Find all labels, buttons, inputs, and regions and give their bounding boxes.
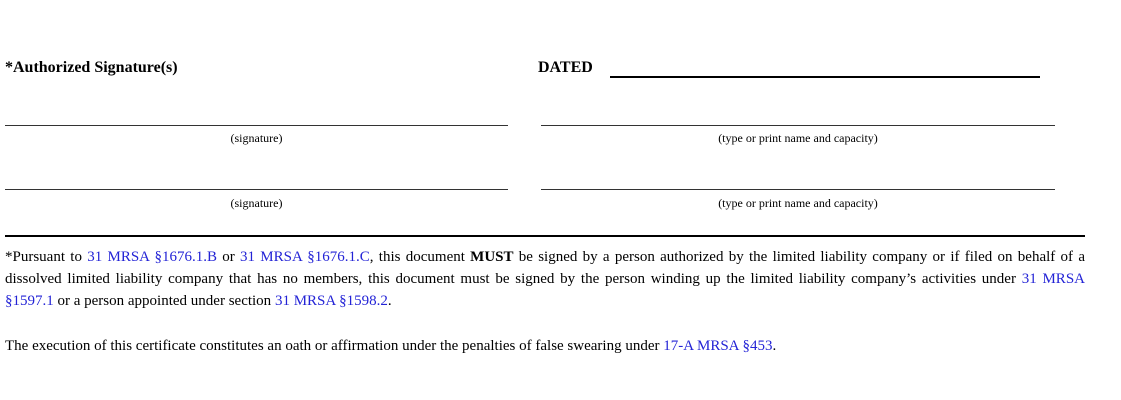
footnote-text: . [387, 293, 392, 309]
footnote-text: be signed by a person authorized by the limited liability company or if filed on behalf of a dissolved limited liability company that has no members, this document must be signed by the person winding up the limited liability company’s activities under [5, 249, 1085, 287]
name-capacity-line-1[interactable] [541, 125, 1055, 126]
signature-caption-1: (signature) [230, 131, 283, 145]
name-capacity-line-2[interactable] [541, 189, 1055, 190]
statute-link-17a-453[interactable]: 17-A MRSA §453 [663, 338, 773, 354]
authorized-signatures-heading: *Authorized Signature(s) [5, 59, 178, 76]
dated-label: DATED [538, 59, 593, 76]
signature-caption-2: (signature) [230, 196, 283, 210]
signature-line-1[interactable] [5, 125, 508, 126]
footnote-paragraph [5, 246, 1085, 312]
statute-link-1598-2[interactable]: 31 MRSA §1598.2 [274, 293, 388, 309]
footnote-text: or a person appointed under section [53, 293, 275, 309]
dated-field-line[interactable] [610, 76, 1040, 78]
section-divider [5, 235, 1085, 237]
oath-note [5, 335, 776, 357]
footnote-text: or [216, 249, 241, 265]
must-emphasis: MUST [470, 249, 514, 265]
signature-line-2[interactable] [5, 189, 508, 190]
name-capacity-caption-1: (type or print name and capacity) [718, 131, 878, 145]
oath-note-text: The execution of this certificate constitutes an oath or affirmation under the penalties of false swearing under [5, 338, 664, 354]
statute-link-1597-1[interactable]: 31 MRSA §1597.1 [5, 271, 1085, 309]
footnote-text: *Pursuant to [5, 249, 88, 265]
statute-link-1676-1-c[interactable]: 31 MRSA §1676.1.C [240, 249, 370, 265]
footnote-text: , this document [369, 249, 471, 265]
oath-note-end: . [772, 338, 777, 354]
name-capacity-caption-2: (type or print name and capacity) [718, 196, 878, 210]
statute-link-1676-1-b[interactable]: 31 MRSA §1676.1.B [87, 249, 217, 265]
